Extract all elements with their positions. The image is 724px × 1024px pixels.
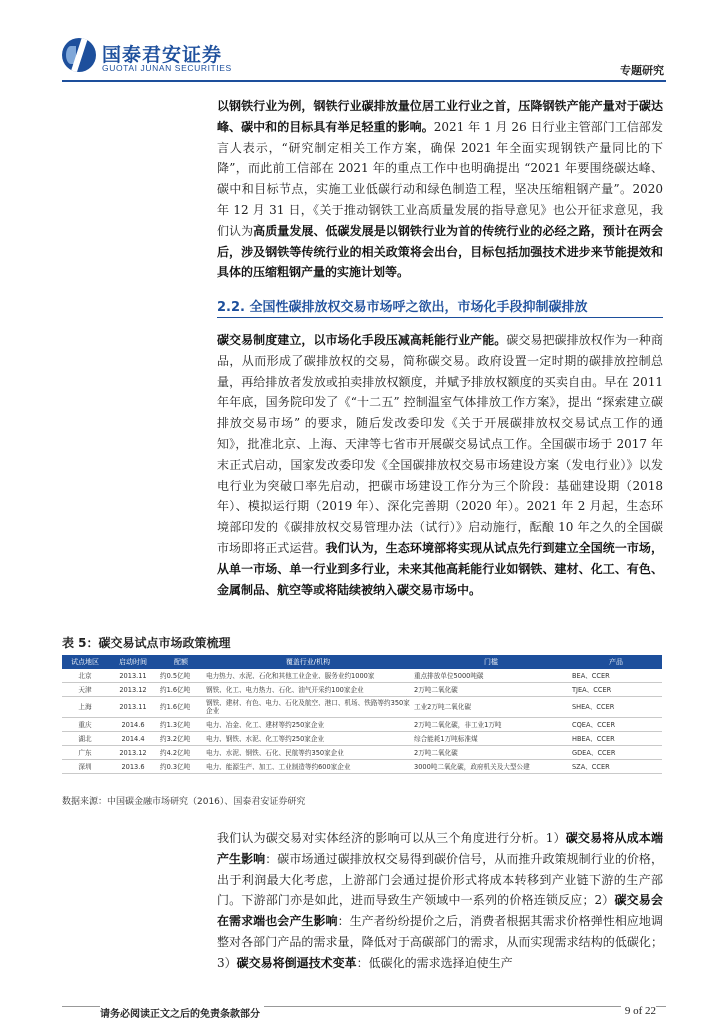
para3-text-3: ：生产者纷纷提价之后，消费者根据其需求价格弹性相应地调整对各部门产品的需求量，降低对于高碳部门的需求，从而实现需求结构的低碳化；3） — [217, 914, 663, 970]
table-source-note: 数据来源：中国碳金融市场研究（2016）、国泰君安证券研究 — [62, 797, 306, 807]
table-row — [62, 669, 662, 683]
section-underline — [217, 317, 663, 318]
table-header-row — [62, 655, 662, 669]
cell-industries: 电力、钢铁、水泥、化工等约250家企业 — [204, 732, 412, 746]
cell-start-date: 2013.11 — [108, 669, 158, 683]
table-row — [62, 697, 662, 718]
col-header-threshold: 门槛 — [412, 655, 570, 669]
table-row — [62, 718, 662, 732]
brand-name-cn: 国泰君安证券 — [102, 44, 223, 66]
paragraph-carbon-trading — [217, 330, 663, 600]
para3-bold-tech: 碳交易将倒逼技术变革 — [236, 955, 357, 970]
cell-quota: 约1.6亿吨 — [158, 683, 204, 697]
para2-bold-conclusion: 我们认为，生态环境部将实现从试点先行到建立全国统一市场，从单一市场、单一行业到多行业，未来其他高耗能行业如钢铁、建材、化工、有色、金属制品、航空等或将陆续被纳入碳交易市场中。 — [217, 540, 663, 597]
table-row — [62, 760, 662, 774]
cell-region: 天津 — [62, 683, 108, 697]
cell-region: 重庆 — [62, 718, 108, 732]
table-title: 表 5：碳交易试点市场政策梳理 — [62, 636, 231, 650]
cell-threshold: 3000吨二氧化碳，政府机关及大型公建 — [412, 760, 570, 774]
cell-industries: 钢铁、建材、有色、电力、石化及航空、港口、机场、铁路等约350家企业 — [204, 697, 412, 718]
cell-industries: 电力、冶金、化工、建材等约250家企业 — [204, 718, 412, 732]
cell-products: SHEA、CCER — [570, 697, 662, 718]
cell-industries: 电力、能源生产、加工、工业制造等约600家企业 — [204, 760, 412, 774]
cell-region: 广东 — [62, 746, 108, 760]
cell-quota: 约4.2亿吨 — [158, 746, 204, 760]
col-header-products: 产品 — [570, 655, 662, 669]
cell-products: TJEA、CCER — [570, 683, 662, 697]
cell-start-date: 2013.11 — [108, 697, 158, 718]
header-divider — [62, 80, 666, 82]
cell-start-date: 2013.12 — [108, 746, 158, 760]
cell-quota: 约1.6亿吨 — [158, 697, 204, 718]
cell-products: HBEA、CCER — [570, 732, 662, 746]
gtja-logo-icon — [62, 38, 96, 72]
cell-start-date: 2013.12 — [108, 683, 158, 697]
para3-text-4: ：低碳化的需求选择迫使生产 — [356, 955, 513, 970]
footer-disclaimer: 请务必阅读正文之后的免责条款部分 — [100, 1005, 264, 1020]
col-header-start-date: 启动时间 — [108, 655, 158, 669]
cell-quota: 约3.2亿吨 — [158, 732, 204, 746]
cell-threshold: 2万吨二氧化碳 — [412, 683, 570, 697]
cell-threshold: 重点排放单位5000吨碳 — [412, 669, 570, 683]
para2-text: 碳交易把碳排放权作为一种商品，从而形成了碳排放权的交易，简称碳交易。政府设置一定时期的碳排放控制总量，再给排放者发放或拍卖排放权额度，并赋予排放权额度的买卖自由。早在 2011 年年底，国务院印发了《“十二五” 控制温室气体排放工作方案》，提出 “探索建立碳排放交易市场” 的要求，随后发改委印发《关于开展碳排放权交易试点工作的通知》，批准北京、上海、天津等七省市开展碳交易试点工作。全国碳市场于 2017 年末正式启动，国家发改委印发《全国碳排放权交易市场建设方案（发电行业）》以发电行业为突破口率先启动，把碳市场建设工作分为三个阶段：基础建设期（2018 年）、模拟运行期（2019 年）、深化完善期（2020 年）。2021 年 2 月起，生态环境部印发的《碳排放权交易管理办法（试行）》启动施行，酝酿 10 年之久的全国碳市场即将正式运营。 — [217, 333, 663, 555]
cell-quota: 约0.3亿吨 — [158, 760, 204, 774]
para3-text-1: 我们认为碳交易对实体经济的影响可以从三个角度进行分析。1） — [217, 831, 566, 845]
para3-bold-cost: 碳交易将从成本端产生影响 — [217, 831, 663, 866]
cell-start-date: 2014.4 — [108, 732, 158, 746]
cell-industries: 钢铁、化工、电力热力、石化、油气开采约100家企业 — [204, 683, 412, 697]
paragraph-steel-industry — [217, 96, 663, 283]
para1-text: 2021 年 1 月 26 日行业主管部门工信部发言人表示，“研究制定相关工作方案，确保 2021 年全面实现钢铁产量同比的下降”，而此前工信部在 2021 年的重点工作中也明确提出 “2021 年要围绕碳达峰、碳中和目标节点，实施工业低碳行动和绿色制造工程，坚决压缩粗钢产量”。2020 年 12 月 31 日，《关于推动钢铁工业高质量发展的指导意见》也公开征求意见，我们认为 — [217, 119, 663, 238]
paragraph-economic-impact — [217, 828, 663, 974]
cell-threshold: 工业2万吨二氧化碳 — [412, 697, 570, 718]
report-type-label: 专题研究 — [620, 64, 664, 77]
table-row — [62, 683, 662, 697]
cell-quota: 约0.5亿吨 — [158, 669, 204, 683]
cell-region: 上海 — [62, 697, 108, 718]
col-header-quota: 配额 — [158, 655, 204, 669]
cell-threshold: 2万吨二氧化碳，非工业1万吨 — [412, 718, 570, 732]
page-number: 9 of 22 — [621, 1005, 656, 1017]
cell-region: 湖北 — [62, 732, 108, 746]
table-row — [62, 732, 662, 746]
col-header-region: 试点地区 — [62, 655, 108, 669]
cell-products: CQEA、CCER — [570, 718, 662, 732]
cell-quota: 约1.3亿吨 — [158, 718, 204, 732]
para1-bold-lead: 以钢铁行业为例，钢铁行业碳排放量位居工业行业之首，压降钢铁产能产量对于碳达峰、碳中和的目标具有举足轻重的影响。 — [217, 99, 663, 134]
cell-region: 北京 — [62, 669, 108, 683]
cell-threshold: 综合能耗1万吨标准煤 — [412, 732, 570, 746]
section-heading: 2.2. 全国性碳排放权交易市场呼之欲出，市场化手段抑制碳排放 — [217, 300, 588, 315]
cell-threshold: 2万吨二氧化碳 — [412, 746, 570, 760]
cell-industries: 电力、水泥、钢铁、石化、民航等约350家企业 — [204, 746, 412, 760]
col-header-industries: 覆盖行业/机构 — [204, 655, 412, 669]
cell-start-date: 2014.6 — [108, 718, 158, 732]
para1-bold-conclusion: 高质量发展、低碳发展是以钢铁行业为首的传统行业的必经之路，预计在两会后，涉及钢铁等传统行业的相关政策将会出台，目标包括加强技术进步来节能提效和具体的压缩粗钢产量的实施计划等。 — [217, 223, 663, 280]
table-row — [62, 746, 662, 760]
page-header — [0, 0, 724, 86]
cell-industries: 电力热力、水泥、石化和其他工业企业、服务业约1000家 — [204, 669, 412, 683]
para3-bold-demand: 碳交易会在需求端也会产生影响 — [217, 893, 663, 929]
para2-bold-lead: 碳交易制度建立，以市场化手段压减高耗能行业产能。 — [217, 333, 507, 347]
para3-text-2: ：碳市场通过碳排放权交易得到碳价信号，从而推升政策规制行业的价格，出于利润最大化考虑，上游部门会通过提价形式将成本转移到产业链下游的生产部门。下游部门亦是如此，进而导致生产领域中一系列的价格连锁反应；2） — [217, 851, 663, 908]
policy-table — [62, 655, 662, 774]
cell-products: SZA、CCER — [570, 760, 662, 774]
cell-start-date: 2013.6 — [108, 760, 158, 774]
cell-products: BEA、CCER — [570, 669, 662, 683]
cell-region: 深圳 — [62, 760, 108, 774]
cell-products: GDEA、CCER — [570, 746, 662, 760]
brand-name-en: GUOTAI JUNAN SECURITIES — [102, 63, 232, 73]
